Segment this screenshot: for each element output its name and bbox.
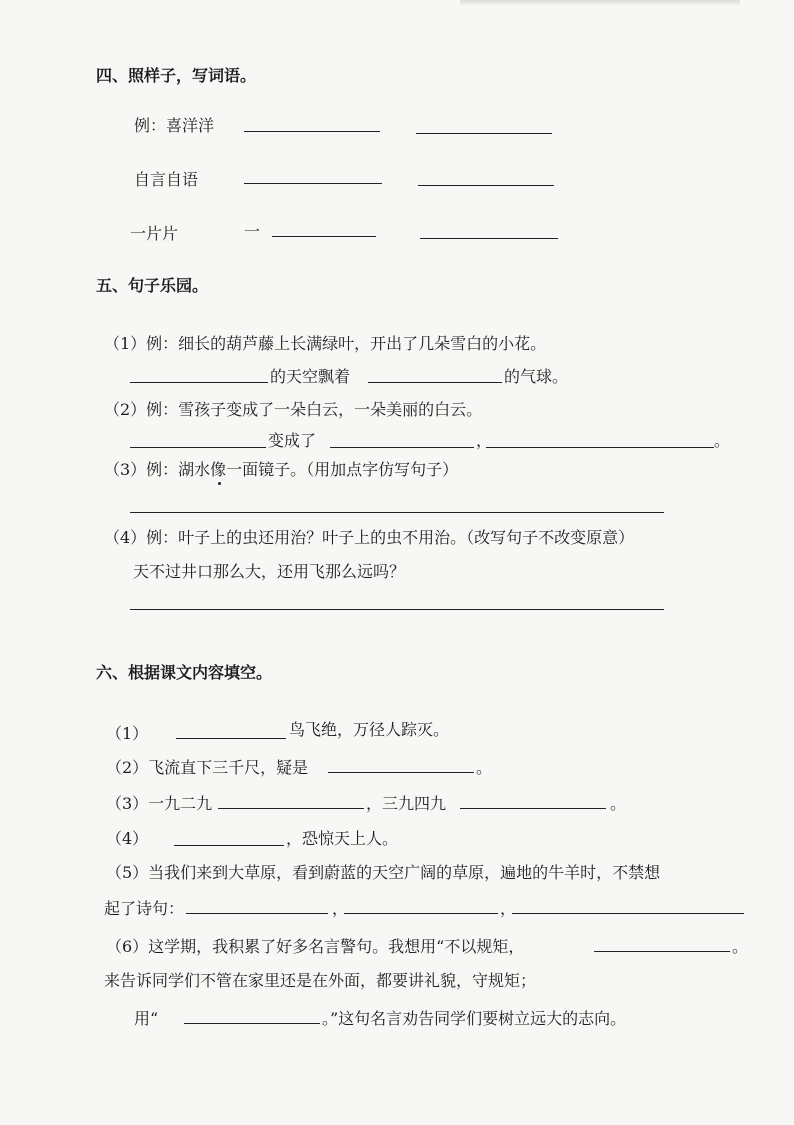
s6-q4-number: （4） xyxy=(106,829,149,848)
s6-q6-line3-b: 。”这句名言劝告同学们要树立远大的志向。 xyxy=(322,1009,627,1028)
s6-q3-text: （3）一九二九 xyxy=(106,794,213,813)
s4-row1-label: 例：喜洋洋 xyxy=(134,116,215,135)
section-5-heading: 五、句子乐园。 xyxy=(96,276,209,295)
s4-row2-label: 自言自语 xyxy=(134,170,199,189)
s5-q2-comma: ， xyxy=(476,431,493,450)
s6-q6-line2: 来告诉同学们不管在家里还是在外面，都要讲礼貌，守规矩； xyxy=(104,971,537,990)
s6-q6-blank-1[interactable] xyxy=(594,951,730,952)
s5-q1-example: （1）例：细长的葫芦藤上长满绿叶，开出了几朵雪白的小花。 xyxy=(104,334,547,353)
s5-q2-blank-3[interactable] xyxy=(486,447,714,448)
s4-row3-blank-1[interactable] xyxy=(272,236,376,237)
s6-q2-blank[interactable] xyxy=(328,772,474,773)
scan-edge-shadow xyxy=(460,0,740,6)
s4-row3-blank-2[interactable] xyxy=(420,238,558,239)
s6-q4-text: ，恐惊天上人。 xyxy=(286,829,399,848)
s6-q6-blank-2[interactable] xyxy=(184,1023,320,1024)
s4-row2-blank-1[interactable] xyxy=(244,183,382,184)
s4-row2-blank-2[interactable] xyxy=(418,185,554,186)
s6-q2-text: （2）飞流直下三千尺，疑是 xyxy=(106,758,309,777)
s6-q3-blank-1[interactable] xyxy=(218,808,364,809)
s6-q3-blank-2[interactable] xyxy=(460,808,606,809)
s6-q5-blank-1[interactable] xyxy=(186,913,328,914)
s6-q6-line1: （6）这学期，我积累了好多名言警句。我想用“不以规矩， xyxy=(106,937,525,956)
s5-q2-end: 。 xyxy=(714,431,731,450)
s6-q5-blank-2[interactable] xyxy=(344,913,498,914)
s5-q4-answer-line[interactable] xyxy=(130,609,664,610)
s6-q6-end-1: 。 xyxy=(732,937,749,956)
s6-q5-comma-1: ， xyxy=(332,899,349,918)
s4-row1-blank-1[interactable] xyxy=(244,131,380,132)
s5-q3-answer-line[interactable] xyxy=(130,512,664,513)
s6-q6-line3-a: 用“ xyxy=(134,1009,159,1028)
section-6-heading: 六、根据课文内容填空。 xyxy=(96,663,273,682)
s5-q2-blank-1[interactable] xyxy=(130,447,266,448)
s6-q5-line1: （5）当我们来到大草原，看到蔚蓝的天空广阔的草原，遍地的牛羊时，不禁想 xyxy=(106,863,661,882)
s6-q3-mid: ，三九四九 xyxy=(366,794,447,813)
emphasis-dot xyxy=(218,482,221,485)
s4-row1-blank-2[interactable] xyxy=(416,133,552,134)
s5-q2-text: 变成了 xyxy=(268,431,317,450)
s4-row3-label: 一片片 xyxy=(130,224,179,243)
section-4-heading: 四、照样子，写词语。 xyxy=(96,66,257,85)
s5-q4-example: （4）例：叶子上的虫还用治？叶子上的虫不用治。（改写句子不改变原意） xyxy=(104,528,635,547)
s6-q2-end: 。 xyxy=(476,758,493,777)
s5-q1-text-b: 的气球。 xyxy=(504,367,569,386)
s6-q5-line2: 起了诗句： xyxy=(104,899,185,918)
s6-q5-comma-2: ， xyxy=(500,899,517,918)
s6-q1-text: 鸟飞绝，万径人踪灭。 xyxy=(289,720,450,739)
s6-q5-blank-3[interactable] xyxy=(512,913,744,914)
s6-q3-end: 。 xyxy=(610,794,627,813)
s5-q1-blank-1[interactable] xyxy=(130,382,268,383)
s5-q4-sentence: 天不过井口那么大，还用飞那么远吗？ xyxy=(133,562,406,581)
s5-q3-example: （3）例：湖水像一面镜子。（用加点字仿写句子） xyxy=(104,460,459,479)
s5-q1-blank-2[interactable] xyxy=(368,382,502,383)
s6-q4-blank[interactable] xyxy=(174,845,284,846)
s6-q1-number: （1） xyxy=(106,724,149,743)
s4-row3-prefix: 一 xyxy=(244,222,261,241)
s6-q1-blank[interactable] xyxy=(176,738,286,739)
s5-q1-text-a: 的天空飘着 xyxy=(270,367,351,386)
s5-q2-blank-2[interactable] xyxy=(330,447,474,448)
s5-q2-example: （2）例：雪孩子变成了一朵白云，一朵美丽的白云。 xyxy=(104,400,483,419)
